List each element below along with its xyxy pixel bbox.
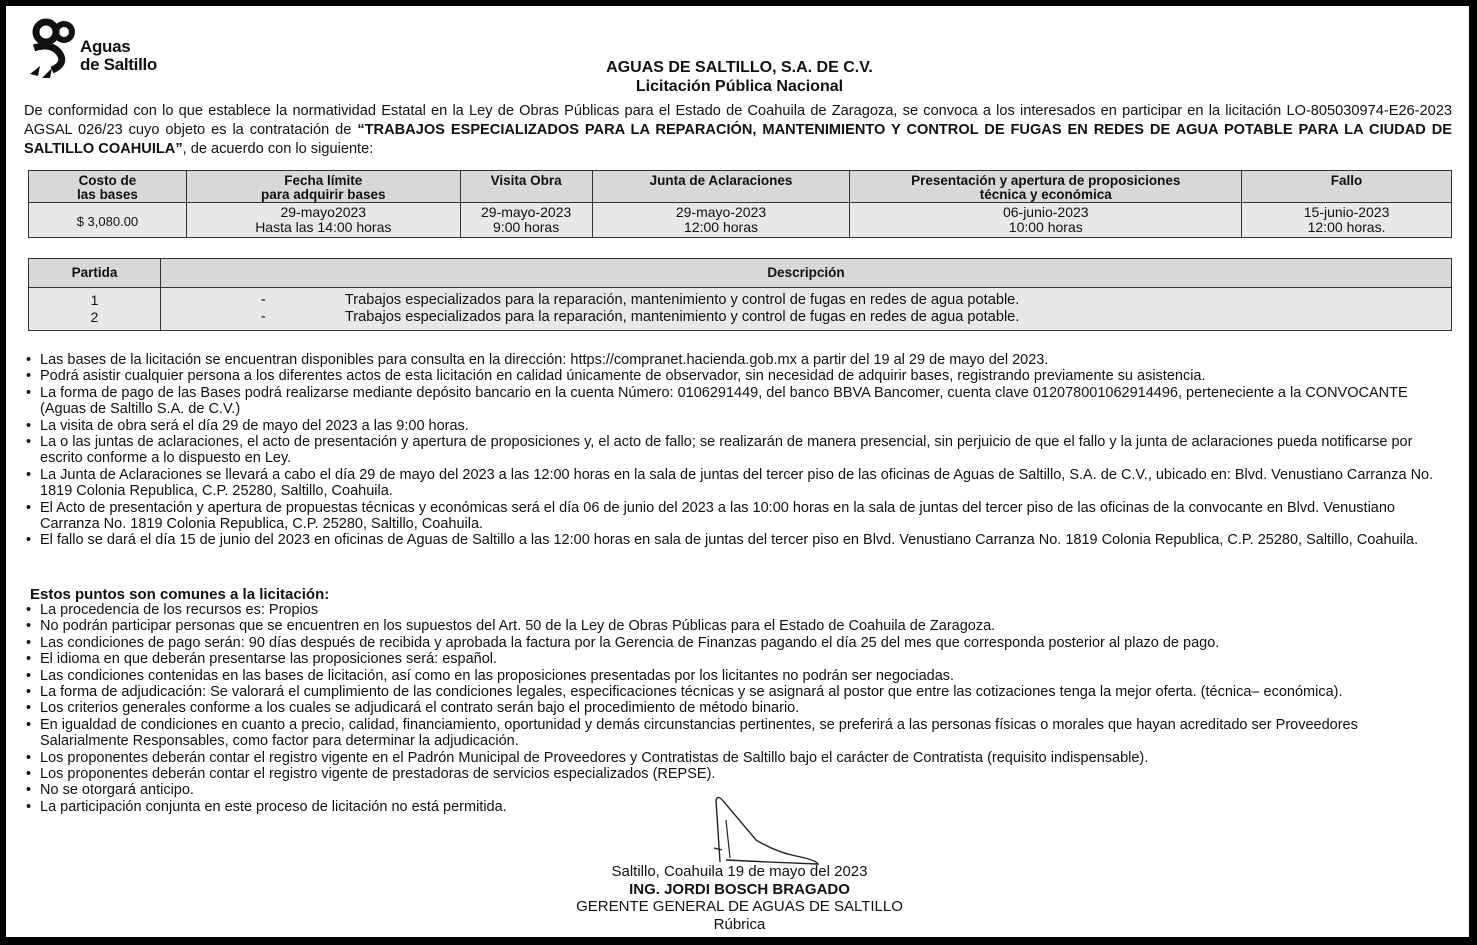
list-item: • Los proponentes deberán contar el registro vigente de prestadoras de servicios especializados (REPSE). — [26, 766, 1436, 782]
partida-description: - Trabajos especializados para la reparación, mantenimiento y control de fugas en redes de agua potable. — [260, 292, 1020, 308]
list-item: • La o las juntas de aclaraciones, el acto de presentación y apertura de proposiciones y, el acto de fallo; se realizarán de manera presencial, sin perjuicio de que el fallo y la junta de aclaraciones pueda notificarse por escrito conforme a lo dispuesto en Ley. — [26, 434, 1436, 467]
notice-page — [4, 4, 1471, 939]
list-item: • La Junta de Aclaraciones se llevará a cabo el día 29 de mayo del 2023 a las 12:00 horas en la sala de juntas del tercer piso de las oficinas de Aguas de Saltillo, S.A. de C.V., ubicado en: Blvd. Venustiano Carranza No. 1819 Colonia Republica, C.P. 25280, Saltillo, Coahuila. — [26, 467, 1436, 500]
cell-partida-desc — [160, 288, 1451, 331]
list-item: • Las condiciones contenidas en las bases de licitación, así como en las proposiciones presentadas por los licitantes no podrán ser negociadas. — [26, 668, 1436, 684]
list-item: • Los criterios generales conforme a los cuales se adjudicará el contrato serán bajo el procedimiento de método binario. — [26, 700, 1436, 716]
header-descripcion: Descripción — [160, 259, 1451, 288]
header-partida: Partida — [29, 259, 161, 288]
signature-block — [6, 863, 1471, 933]
list-item: • La participación conjunta en este proceso de licitación no está permitida. — [26, 799, 1436, 815]
list-item: • Las condiciones de pago serán: 90 días después de recibida y aprobada la factura por la Gerencia de Finanzas pagando el día 25 del mes que corresponda posterior al plazo de pago. — [26, 635, 1436, 651]
cell-visita: 29-mayo-2023 9:00 horas — [460, 203, 592, 238]
partida-number: 1 — [90, 292, 99, 308]
list-item: • La forma de adjudicación: Se valorará el cumplimiento de las condiciones legales, especificaciones técnicas y se asignará al postor que entre las cotizaciones tenga la mejor oferta. (técnica– económica). — [26, 684, 1436, 700]
signer-name: ING. JORDI BOSCH BRAGADO — [629, 880, 850, 898]
partida-number: 2 — [90, 309, 99, 325]
logo-line1: Aguas — [80, 37, 131, 56]
list-item: • La forma de pago de las Bases podrá realizarse mediante depósito bancario en la cuenta Número: 0106291449, del banco BBVA Bancomer, cuenta clave 012078001062914496, perteneciente a la CONVOCANTE (Aguas de Saltillo S.A. de C.V.) — [26, 385, 1436, 418]
cell-presentacion: 06-junio-2023 10:00 horas — [850, 203, 1242, 238]
common-points-title: Estos puntos son comunes a la licitación: — [30, 586, 330, 603]
handwritten-signature-icon — [696, 790, 836, 870]
intro-paragraph — [24, 102, 1452, 159]
rubrica-label: Rúbrica — [713, 915, 766, 933]
intro-object: “TRABAJOS ESPECIALIZADOS PARA LA REPARACIÓN, MANTENIMIENTO Y CONTROL DE FUGAS EN REDES DE AGUA POTABLE PARA LA CIUDAD DE SALTILLO COAHUILA” — [24, 122, 1452, 157]
cell-costo: $ 3,080.00 — [29, 203, 187, 238]
header-fallo: Fallo — [1242, 171, 1452, 203]
tender-subtitle: Licitación Pública Nacional — [635, 78, 844, 95]
cell-fecha: 29-mayo2023 Hasta las 14:00 horas — [186, 203, 460, 238]
header-fecha: Fecha límite para adquirir bases — [186, 171, 460, 203]
list-item: • No se otorgará anticipo. — [26, 782, 1436, 798]
partidas-data-row — [29, 288, 1452, 331]
list-item: • Podrá asistir cualquier persona a los diferentes actos de esta licitación en calidad únicamente de observador, sin necesidad de adquirir bases, registrando previamente su asistencia. — [26, 368, 1436, 384]
header-junta: Junta de Aclaraciones — [592, 171, 850, 203]
schedule-header-row — [29, 171, 1452, 203]
cell-junta: 29-mayo-2023 12:00 horas — [592, 203, 850, 238]
header-costo: Costo de las bases — [29, 171, 187, 203]
common-points-list — [26, 602, 1436, 815]
header-visita: Visita Obra — [460, 171, 592, 203]
company-title: AGUAS DE SALTILLO, S.A. DE C.V. — [606, 59, 873, 76]
header-presentacion: Presentación y apertura de proposiciones técnica y económica — [850, 171, 1242, 203]
place-date: Saltillo, Coahuila 19 de mayo del 2023 — [611, 863, 868, 880]
signer-title: GERENTE GENERAL DE AGUAS DE SALTILLO — [576, 898, 903, 915]
list-item: • El Acto de presentación y apertura de propuestas técnicas y económicas será el día 06 de junio del 2023 a las 10:00 horas en la sala de juntas del tercer piso de las oficinas de la convocante en Blvd. Venustiano Carranza No. 1819 Colonia Republica, C.P. 25280, Saltillo, Coahuila. — [26, 500, 1436, 533]
list-item: • Los proponentes deberán contar el registro vigente en el Padrón Municipal de Proveedores y Contratistas de Saltillo bajo el carácter de Contratista (requisito indispensable). — [26, 750, 1436, 766]
cell-fallo: 15-junio-2023 12:00 horas. — [1242, 203, 1452, 238]
logo-line2: de Saltillo — [80, 55, 157, 74]
list-item: • Las bases de la licitación se encuentran disponibles para consulta en la dirección: https://compranet.hacienda.gob.mx a partir del 19 al 29 de mayo del 2023. — [26, 352, 1436, 368]
partida-description: - Trabajos especializados para la reparación, mantenimiento y control de fugas en redes de agua potable. — [260, 309, 1020, 325]
list-item: • El idioma en que deberán presentarse las proposiciones será: español. — [26, 651, 1436, 667]
conditions-list — [26, 352, 1436, 549]
list-item: • En igualdad de condiciones en cuanto a precio, calidad, financiamiento, oportunidad y demás circunstancias pertinentes, se preferirá a las personas físicas o morales que hayan acreditado ser Proveedores Salarialmente Responsables, como factor para determinar la adjudicación. — [26, 717, 1436, 750]
list-item: • La procedencia de los recursos es: Propios — [26, 602, 1436, 618]
intro-text-1: De conformidad con lo que establece la normatividad Estatal en la Ley de Obras Públicas para el Estado de Coahuila de Zaragoza, se convoca a los interesados en participar en la licitación LO-805030974-E26-2023 AGSAL 026/23 cuyo objeto es la contratación de — [24, 103, 1452, 138]
schedule-table — [28, 170, 1452, 238]
list-item: • El fallo se dará el día 15 de junio del 2023 en oficinas de Aguas de Saltillo a las 12:00 horas en sala de juntas del tercer piso en Blvd. Venustiano Carranza No. 1819 Colonia Republica, C.P. 25280, Saltillo, Coahuila. — [26, 532, 1436, 548]
cell-partida-nums — [29, 288, 161, 331]
partidas-table — [28, 258, 1452, 331]
intro-text-2: , de acuerdo con lo siguiente: — [182, 141, 374, 157]
list-item: • No podrán participar personas que se encuentren en los supuestos del Art. 50 de la Ley de Obras Públicas para el Estado de Coahuila de Zaragoza. — [26, 618, 1436, 634]
partidas-header-row — [29, 259, 1452, 288]
list-item: • La visita de obra será el día 29 de mayo del 2023 a las 9:00 horas. — [26, 418, 1436, 434]
schedule-data-row — [29, 203, 1452, 238]
